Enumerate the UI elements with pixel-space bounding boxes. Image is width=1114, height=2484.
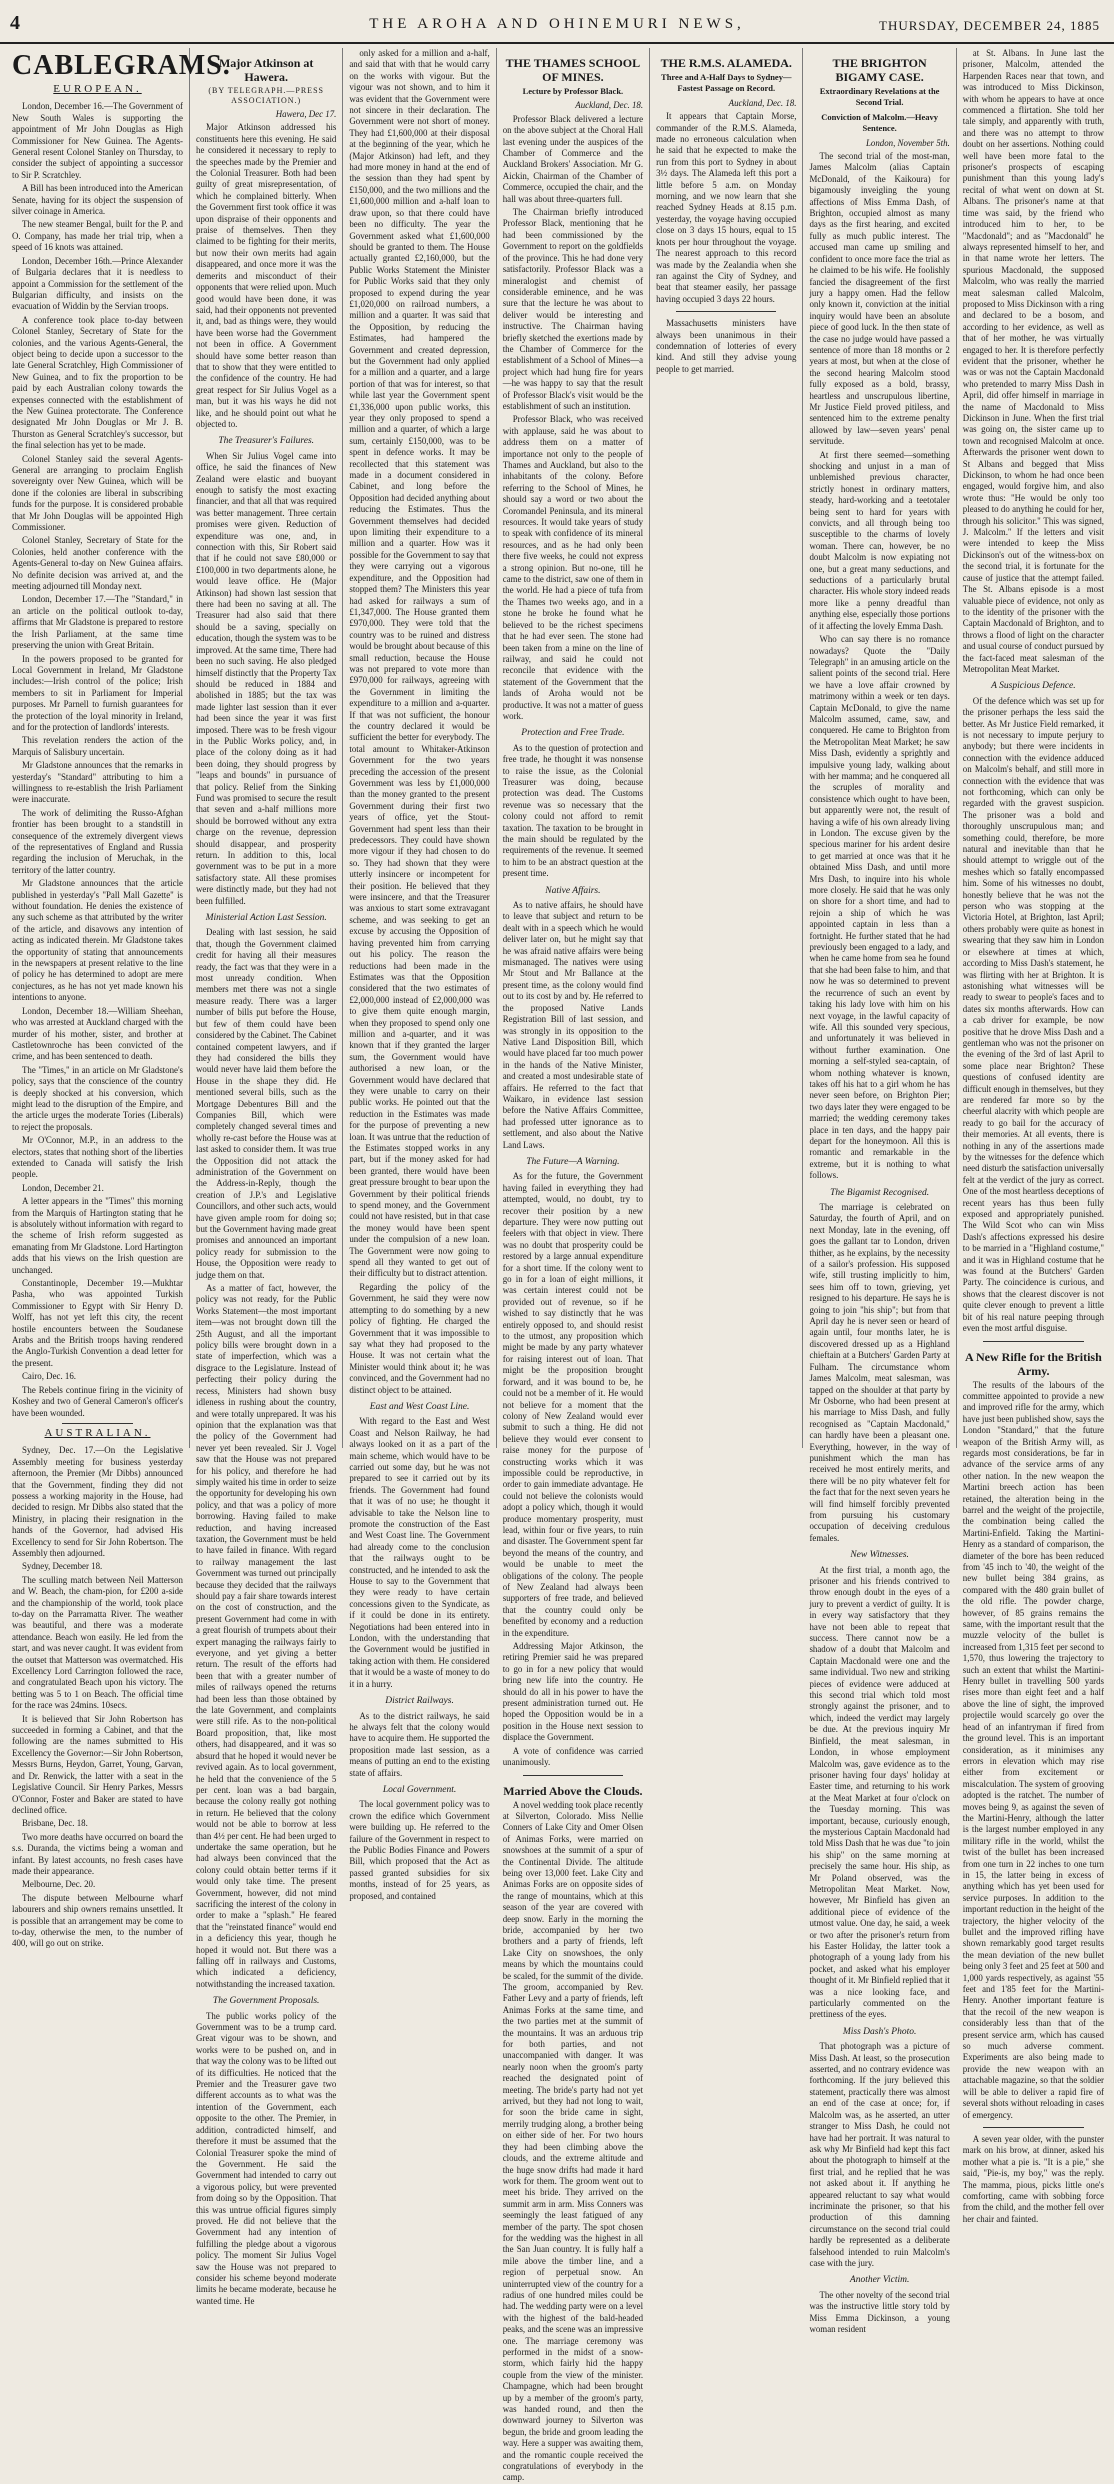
article-body [349, 1799, 489, 1902]
page-number: 4 [10, 12, 20, 34]
paragraph: Colonel Stanley, Secretary of State for the Colonies, held another conference with the Agents-General to-day on New Guinea affairs. No definite decision was arrived at, and the meeting adjourned till Monday next. [12, 535, 183, 592]
article-body [656, 111, 796, 305]
paragraph: Dealing with last session, he said that, though the Government claimed credit for having all their measures ready, the fact was that they were in a most unready condition. When members met there was not a single measure ready. There was a larger number of bills put before the House, but few of them could have been considered by the Cabinet. The Cabinet contained competent lawyers, and if they had considered the bills they would never have laid them before the House in the shape they did. He mentioned several bills, such as the Mortgage Debentures Bill and the Companies Bill, which were completely changed several times and wholly re-cast before the House was at last asked to consider them. It was true the Opposition did not attack the administration of the Government on the Address-in-Reply, though the creation of J.P.'s and Legislative Councillors, and other such acts, would have given ample room for doing so; but the Government having made great promises and announced an important policy ready for submission to the House, the Opposition were ready to judge them on that. [196, 927, 337, 1280]
article-body [809, 1202, 949, 1544]
paragraph: The public works policy of the Government was to be a trump card. Great vigour was to be shown, and works were to be pushed on, and in that way the colony was to be lifted out of its difficulties. He noticed that the Premier and the Treasurer gave two different accounts as to what was the intention of the Government, each opposite to the other. The Premier, in addition, contradicted himself, and therefore it must be assumed that the Colonial Treasurer spoke the mind of the Government. He said the Government had intended to carry out a vigorous policy, but were prevented from doing so by the Opposition. That this was untrue official figures simply proved. He did not believe that the Government had any intention of fulfilling the pledge about a vigorous policy. The moment Sir Julius Vogel saw the House was not prepared to consider his scheme beyond moderate limits he became moderate, because he wanted time. He [196, 2010, 337, 2306]
subheading: New Witnesses. [850, 1550, 909, 1561]
paragraph: The new steamer Bengal, built for the P. and O. Company, has made her trial trip, when a speed of 16 knots was attained. [12, 219, 183, 253]
article-body [809, 151, 949, 1182]
cablegrams-heading: CABLEGRAMS. [12, 50, 231, 81]
column-7 [957, 48, 1110, 2224]
filler-paragraph: A seven year older, with the punster mark on his brow, at dinner, asked his mother what a pie is. "It is a pie," she said, "Pie-is, my boy," was the reply. The mamma, pious, picks little one's comforting, came with sobbing force from the child, and the mother fell over her chair and fainted. [962, 2133, 1104, 2224]
article-body [503, 114, 643, 723]
paragraph: Cairo, Dec. 16. [22, 1371, 76, 1382]
paragraph: The dispute between Melbourne wharf labourers and ship owners remains unsettled. It is possible that an arrangement may be come to to-day, otherwise the men, to the number of 400, will go out on strike. [12, 1892, 183, 1949]
article-body [503, 1171, 643, 1768]
paragraph: Mr O'Connor, M.P., in an address to the electors, states that nothing short of the liberties extended to Canada will satisfy the Irish people. [12, 1135, 183, 1180]
article-body [503, 1800, 643, 2484]
article-body [963, 48, 1104, 675]
column-1 [6, 48, 231, 1949]
article-body [196, 927, 336, 1990]
column-5 [650, 48, 803, 1448]
paragraph: The work of delimiting the Russo-Afghan frontier has been brought to a standstill in consequence of the extremely divergent views of the representatives of England and Russia regarding the inclusion of Meruchak, in the territory of the latter country. [12, 807, 183, 875]
paragraph: Constantinople, December 19.—Mukhtar Pasha, who was appointed Turkish Commissioner to Egypt with Sir Henry D. Wolff, has not yet left this city, the recent hostile encounters between the Soudanese Arabs and the British troops having rendered the Anglo-Turkish Convention a dead letter for the present. [12, 1278, 183, 1368]
australian-cables [12, 1445, 183, 1949]
subheading: The Bigamist Recognised. [830, 1187, 930, 1198]
article-body [196, 2011, 336, 2308]
subheading: Another Victim. [849, 2275, 910, 2286]
article-heading: Married Above the Clouds. [503, 1783, 643, 1798]
subheading: Protection and Free Trade. [521, 728, 625, 739]
masthead [0, 8, 1114, 44]
paragraph: Major Atkinson addressed his constituents here this evening. He said he considered it necessary to reply to the speeches made by the Premier and the Colonial Treasurer. Both had been guilty of great misrepresentation, of which he complained bitterly. When the Government first took office it was upon dispraise of their opponents and praise of themselves. Then they claimed to be fighting for their merits, but now their own merits had again disappeared, and once more it was the demerits and misconduct of their opponents that were relied upon. Much good would have been done, it was said, had their opponents not prevented it, and, bad as things were, they would have been worse had the Government not been in office. A Government should have some better reason than that to show that they were entitled to the confidence of the country. He had great respect for Sir Julius Vogel as a man, but it was his ways he did not like, and he should point out what he objected to. [196, 122, 337, 429]
article-body [809, 1565, 949, 2021]
subheading: The Government Proposals. [212, 1996, 320, 2007]
issue-date: THURSDAY, DECEMBER 24, 1885 [879, 18, 1100, 33]
divider [983, 2127, 1084, 2128]
paragraph: A Bill has been introduced into the American Senate, having for its object the suspension of silver coinage in America. [12, 183, 183, 217]
paragraph: When Sir Julius Vogel came into office, he said the finances of New Zealand were elastic and buoyant enough to satisfy the most exacting financier, and that all that was required was better management. Three certain promises were given. Reduction of expenditure was one, and, in connection with this, Sir Robert said that if he could not save £80,000 or £100,000 in two departments alone, he would leave office. He (Major Atkinson) had shown last session that there had been no saving at all. The Treasurer had also said that there should be a saving, specially on education, though the system was to be improved. At the same time, There had been no such saving. He also pledged himself distinctly that the Property Tax should be reduced in 1884 and abolished in 1885; but the tax was made lighter last session than it ever had been since the year it was first imposed. There was to be fresh vigour in the Public Works policy, and, in place of the colony doing as it had been doing, they should progress by "leaps and bounds" in pursuance of that policy. Relief from the Sinking Fund was promised to secure the result that seven and a-half millions more should be borrowed without any extra charge on the revenue, depression should disappear, and prosperity return. In addition to this, local government was to be put in a more satisfactory state. All these promises were distinctly made, but they had not been fulfilled. [196, 450, 337, 906]
subheading: East and West Coast Line. [369, 1401, 470, 1412]
paragraph: Melbourne, Dec. 20. [22, 1879, 96, 1890]
paragraph: at St. Albans. In June last the prisoner, Malcolm, attended the Harpenden Races near that town, and was introduced to Miss Dickinson, with whom he appears to have at once commenced a flirtation. She told her tale simply, and apparently with truth, and there was no attempt to throw doubt on her assertions. Nothing could well have been more fatal to the prisoner's prospects of escaping punishment than this young lady's recital of what went on down at St. Albans. The prisoner's name at that time was said, by the friend who introduced him to her, to be "Macdonald"; and as "Macdonald" he always represented himself to her, and in that name wrote her letters. The spurious Macdonald, the supposed Malcolm, who was really the married meat salesman called Malcolm, proposed to Miss Dickinson with a ring and declared to be a bosom, and according to her evidence, as well as that of her mother, he was virtually engaged to her. It is therefore perfectly evident that the prisoner, whether he was or was not the Captain Macdonald who pretended to marry Miss Dash in April, did offer himself in marriage in the name of Macdonald to Miss Dickinson in June. When the first trial was going on, the sister came up to town and recognised Malcolm at once. Afterwards the prisoner went down to St Albans and begged that Miss Dickinson, to whom he had once been engaged, would forgive him, and also wrote thus: "He would be only too pleased to do anything he could for her, through his solicitor." This was signed, J. Malcolm." If the letters and visit were intended to keep the Miss Dickinson's out of the witness-box on the second trial, it is fortunate for the cause of justice that the attempt failed. The St. Albans episode is a most valuable piece of evidence, not only as to the identity of the prisoner with the Captain Macdonald of Brighton, and to throws a flood of light on the character and usual course of conduct pursued by the fact-faced meat salesman of the Metropolitan Meat Market. [962, 48, 1104, 674]
article-body [349, 48, 489, 1396]
article-body [503, 900, 643, 1151]
european-cables [12, 101, 183, 1419]
paragraph: London, December 18.—William Sheehan, who was arrested at Auckland charged with the murder of his mother, sister, and brother at Castletownroche has been convicted of the crime, and has been sentenced to death. [12, 1005, 183, 1062]
paragraph: The results of the labours of the committee appointed to provide a new and improved rifle for the army, which have just been published show, says the London "Standard," that the future weapon of the British Army will, as regards most considerations, be far in advance of the service arms of any other nation. In the new weapon the Martini breech action has been retained, the alteration being in the barrel and the weight of the projectile, the combination being called the Martini-Enfield. Taking the Martini-Henry as a standard of comparison, the diameter of the bore has been reduced from '45 inch to '40, the weight of the new bullet being 384 grains, as compared with the 480 grain bullet of the old rifle. The powder charge, however, of 85 grains remains the same, with the important result that the muzzle velocity of the bullet is increased from 1,315 feet per second to 1,570, thus lowering the trajectory to such an extent that whilst the Martini-Henry bullet in travelling 500 yards rises more than eight feet and a half above the line of sight, the improved projectile would scarcely go over the head of an infantryman if fired from the ground level. This is an important consideration, as it minimises any errors in elevation which may rise either from excitement or miscalculation. The system of grooving adopted is the ratchet. The number of moves being 9, as against the seven of the Martini-Henry, although the latter is the largest number employed in any military rifle in the world, whilst the twist of the bullet has been increased from one turn in 22 inches to one turn in 15, the latter being in excess of anything which has yet been used for service purposes. In addition to the important reduction in the height of the trajectory, the higher velocity of the bullet and the improved rifling have shown remarkably good target results the mean deviation of the new bullet being only 3 feet and 25 feet at 500 and 1,000 yards respectively, as against '55 feet and 1'85 feet for the Martini-Henry. Another important feature is that the recoil of the new weapon is considerably less than that of the present service arm, which has caused so much adverse comment. Experiments are also being made to provide the new weapon with an attachable magazine, so that the soldier will be able to deliver a rapid fire of several shots without reloading in cases of emergency. [962, 1379, 1104, 2120]
paragraph: only asked for a million and a-half, and said that with that he would carry on the works with vigour. But the vigour was not shown, and to him it was evident that the Government were not sincere in their declaration. The Government were not short of money. They had £1,600,000 at their disposal at the beginning of the year, which he (Major Atkinson) had left, and they had more money in hand at the end of the session than they had spent by £150,000, and the two millions and the £1,600,000 million and a-half loan to draw upon, so that there could have been no difficulty. The year the Government asked what £1,600,000 should be granted to them. The House actually granted £2,160,000, but the Public Works Statement the Minister for Public Works said that they only proposed to expend during the year £1,020,000 on railroad numbers, a million and a quarter. It was said that the Opposition, by reducing the Estimates, had hampered the Government and created depression, but the Government had only applied for a million and a quarter, and a large portion of that was for interest, so that while last year the Government spent £1,336,000 upon public works, this year they only proposed to spend a million and a quarter, of which a large sum, certainly £150,000, was to be spent in defence works. It may be recollected that this statement was made in a document considered in Cabinet, and long before the Opposition had decided anything about reducing the Estimates. Thus the Government themselves had decided upon limiting their expenditure to a million and a quarter. How was it possible for the Government to say that they were carrying out a vigorous expenditure, and the Opposition had stopped them? The Ministers this year had asked for railways a sum of £1,347,000. The House granted them £970,000. They were told that the country was to be ruined and distress would be brought about because of this small reduction, because the House was not prepared to vote more than £970,000 for railways, agreeing with the Government in limiting the expenditure to a million and a-quarter. If that was not sufficient, the honour the country declared it would be sufficient the better for everybody. The total amount to Whitaker-Atkinson Government for the two years preceding the accession of the present Government was less by £1,000,000 than the money granted to the present Government during their first two years of office, yet the Stout-Government had spent less than their predecessors. They could have shown more vigour if they had chosen to do so. They had shown that they were utterly insincere or incompetent for their position. He believed that they were insincere, and that the Treasurer was anxious to start some extravagant scheme, and was seeking to get an excuse by accusing the Opposition of having prevented him from carrying out his policy. The reason the reductions had been made in the Estimates was that the Opposition considered that the two estimates of £2,000,000 instead of £2,000,000 was to give them quite enough margin, when they proposed to spend only one million and a-quarter, and it was known that if they granted the larger sum, the Government would have authorised a new loan, or the Government would have declared that they were unable to carry on their public works. He pointed out that the reduction in the Estimates was made for the purpose of preventing a new loan. It was untrue that the reduction of the Estimates stopped works in any part, but if the money asked for had been granted, there would have been great pressure brought to bear upon the Government by their political friends to spend money, and the Government could not have resisted, but in that case the money would have been spent under the compulsion of a new loan. The Government were now going to spend all they wanted to get out of their difficulty but to distract attention. [349, 48, 490, 1279]
article-subheading: Three and A-Half Days to Sydney—Fastest Passage on Record. [661, 72, 792, 94]
article-heading: THE R.M.S. ALAMEDA. [660, 56, 792, 70]
paragraph: A novel wedding took place recently at Silverton, Colorado. Miss Nellie Conners of Lake City and Omer Olsen of Animas Forks, were married on snowshoes at the summit of a spur of the Continental Divide. The altitude being over 13,000 feet. Lake City and Animas Forks are on opposite sides of the range of mountains, which at this season of the year are covered with deep snow. Early in the morning the bride, accompanied by her two brothers and a party of friends, left Lake City on snowshoes, the only means by which the mountains could be scaled, for the summit of the divide. The groom, accompanied by Rev. Father Levy and a party of friends, left Animas Forks at the same time, and the two parties met at the summit of the mountains. It was an arduous trip for both parties, and not unaccompanied with danger. It was nearly noon when the groom's party reached the designated point of meeting. The bride's party had not yet arrived, but they had not long to wait, for soon the bride came in sight, merrily trudging along, a brother being on either side of her. For two hours they had been climbing above the clouds, and the extreme altitude and the huge snow drifts had made it hard work for them. The groom went out to meet his bride. They arrived on the summit arm in arm. Miss Conners was seemingly the least fatigued of any member of the party. The spot chosen for the wedding was the highest in all the San Juan country. It is fully half a mile above the timber line, and a region of perpetual snow. An uninterrupted view of the country for a radius of one hundred miles could be had. The wedding party were on a level with the highest of the bald-headed peaks, and the scene was an impressive one. The marriage ceremony was performed in the midst of a snow-storm, which fairly hid the happy couple from the view of the minister. Champagne, which had been brought up by a member of the groom's party, was handed round, and then the downward journey to Silverton was begun, the bride and groom leading the way. Here a supper was awaiting them, and the romantic couple received the congratulations of everybody in the camp. [502, 1799, 644, 2483]
paragraph: Two more deaths have occurred on board the s.s. Duranda, the victims being a woman and infant. By latest accounts, no fresh cases have made their appearance. [12, 1831, 183, 1876]
paragraph: London, December 16th.—Prince Alexander of Bulgaria declares that it is needless to appoint a Commission for the settlement of the Bulgarian difficulty, and insists on the evacuation of Widdin by the Servian troops. [12, 255, 183, 312]
article-heading: THE THAMES SCHOOL OF MINES. [505, 56, 641, 84]
article-dateline: Auckland, Dec. 18. [728, 97, 797, 108]
article-heading: A New Rifle for the British Army. [965, 1349, 1102, 1378]
divider [983, 1341, 1084, 1342]
paragraph: The local government policy was to crown the edifice which Government were building up. He referred to the failure of the Government in respect to the Public Bodies Finance and Powers Bill, which proposed that the Act as passed granted subsidies for six months, instead of for 25 years, as proposed, and contained [349, 1799, 490, 1901]
paragraph: The second trial of the most-man, James Malcolm (alias Captain McDonald, of the Kaikoura) for bigamously inveigling the young affections of Miss Emma Dash, of Brighton, occupied almost as many days as the first hearing, and excited fully as much public interest. The accused man came up smiling and confident to once more face the trial as he claimed to be his wife. He foolishly fancied the disagreement of the first jury a happy omen. Had the fellow only known it, conviction at the initial inquiry would have been an absolute piece of good luck. In the then state of the case no judge would have passed a sentence of more than 18 months or 2 years at most, but when at the close of the second hearing Malcolm stood fully exposed as a bold, brassy, heartless and unscrupulous libertine, Mr Justice Field proved pitiless, and sentenced him to the extreme penalty allowed by law—seven years' penal servitude. [809, 151, 950, 447]
paragraph: London, December 21. [22, 1182, 104, 1193]
paragraph: It is believed that Sir John Robertson has succeeded in forming a Cabinet, and that the following are the names submitted to His Excellency the Governor:—Sir John Robertson, Messrs Burns, Heydon, Garret, Young, Garvan, and Dr. Renwick, the latter with a seat in the Legislative Council. Sir Henry Parkes, Messrs O'Connor, Foster and Baker are stated to have declined office. [12, 1713, 183, 1815]
paragraph: Colonel Stanley said the several Agents-General are arranging to proclaim English sovereignty over New Guinea, which will be done if the colonies are liberal in subscribing funds for the purpose. It is considered probable that Mr John Douglas will be appointed High Commissioner. [12, 453, 183, 533]
divider [62, 1423, 133, 1424]
article-body [349, 1711, 489, 1779]
article-dateline: Auckland, Dec. 18. [575, 100, 644, 111]
paragraph: Mr Gladstone announces that the article published in yesterday's "Pall Mall Gazette" is without foundation. He denies the existence of any such scheme as that attributed by the writer of the article, and disavows any intention of acting as indicated therein. Mr Gladstone takes the opportunity of stating that announcements in the newspapers at present relative to the line of policy he has determined to adopt are mere conjectures, as he has not yet made known his intentions to anyone. [12, 878, 183, 1003]
paragraph: Regarding the policy of the Government, he said they were now attempting to do something by a new policy of fighting. He charged the Government that it was impossible to say what they had proposed to the House. It was not certain what the Minister would think about it; he was convinced, and the Government had no distinct object to be attained. [349, 1281, 490, 1395]
article-body [196, 451, 336, 907]
subheading: Native Affairs. [545, 885, 601, 896]
european-section-heading: EUROPEAN. [53, 83, 142, 95]
columns [6, 48, 1110, 2483]
paragraph: As to native affairs, he should have to leave that subject and return to be dealt with in a speech which he would deliver later on, but he might say that he was afraid native affairs were being mismanaged. The natives were using Mr Stout and Mr Ballance at the present time, as the colony would find out to its cost by and by. He referred to the proposed Native Lands Registration Bill of last session, and was strongly in its opposition to the Native Land Disposition Bill, which would have placed far too much power in the hands of the Native Minister, and created a most undesirable state of affairs. He referred to the fact that Waikaro, in evidence last session before the Native Affairs Committee, had professed utter ignorance as to settlement, and also about the Native Land Laws. [502, 900, 644, 1150]
column-6 [803, 48, 956, 2334]
paragraph: The Chairman briefly introduced Professor Black, mentioning that he had been commissioned by the Government to report on the goldfields of the province. This he had done very satisfactorily. Professor Black was a mineralogist and chemist of considerable eminence, and he was sure that the lecture he was about to deliver would be interesting and instructive. The Chairman having briefly sketched the exertions made by the Chamber of Commerce for the establishment of a School of Mines—a project which had hung fire for years—he was happy to say that the result of Professor Black's visit would be the establishment of such an institution. [502, 207, 644, 411]
paragraph: As to the district railways, he said he always felt that the colony would have to acquire them. He supported the proposition made last session, as a means of putting an end to the existing state of affairs. [349, 1710, 490, 1778]
article-heading: THE BRIGHTON BIGAMY CASE. [832, 56, 927, 84]
paragraph: As a matter of fact, however, the policy was not ready, for the Public Works Statement—the most important item—was not brought down till the 25th August, and all the important policy bills were brought down in a state of imperfection, which was a disgrace to the Legislature. Instead of perfecting their policy during the recess, Ministers had shown busy idleness in rushing about the country, and were totally unprepared. It was his opinion that the explanation was that the policy of the Government had never yet been revealed. Sir J. Vogel saw that the House was not prepared for his policy, and therefore he had simply waited his time in order to seize the opportunity for developing his own policy, and that was a policy of more borrowing. Having failed to make reduction, and having increased taxation, the Government must be held to have failed in finance. With regard to railway management the last Government was turned out principally because they decided that the railways should pay a fair share towards interest on the cost of construction, and the present Government had come in with a great flourish of trumpets about their expert managing the railways fairly to everyone, and yet giving a better return. The result of the efforts had been that with a greater number of miles of railways opened the returns had been less than those obtained by the late Government, and complaints were still rife. As to the non-political Board proposition, that, like most others, had disappeared, and it was so absurd that he hoped it would never be revived again. As to local government, he held that the convenience of the 5 per cent. loan was a bad bargain, because the colony really got nothing in return. He believed that the colony would not be able to borrow at less than 4½ per cent. He had been urged to undertake the same operation, but he had always been convinced that the colony could obtain better terms if it would only take time. The present Government, however, did not mind sacrificing the interest of the colony in order to make a "splash." He feared that the "reinstated finance" would end in a deficiency this year, though he hoped it would not. But there was a falling off in railways and Customs, which indicated a deficiency, notwithstanding the increased taxation. [196, 1283, 337, 1989]
paragraph: As to the question of protection and free trade, he thought it was nonsense to raise the issue, as the Colonial Treasurer was doing, because protection was dead. The Customs revenue was so necessary that the colony could not afford to remit taxation. The taxation to be brought in the main should be regulated by the requirements of the revenue. It seemed to him to be an abstract question at the present time. [502, 742, 644, 879]
subheading: Miss Dash's Photo. [842, 2026, 917, 2037]
paragraph: A vote of confidence was carried unanimously. [502, 1745, 644, 1768]
article-body [809, 2041, 949, 2269]
subheading: The Treasurer's Failures. [218, 436, 315, 447]
paragraph: The other novelty of the second trial was the instructive little story told by Miss Emma Dickinson, a young woman resident [809, 2289, 950, 2334]
column-3 [343, 48, 496, 1901]
paragraph: Sydney, December 18. [22, 1561, 103, 1572]
australian-section-heading: AUSTRALIAN. [44, 1426, 151, 1439]
paragraph: Professor Black delivered a lecture on the above subject at the Choral Hall last evening under the auspices of the Chamber of Commerce and the Auckland Brokers' Association. Mr G. Aickin, Chairman of the Chamber of Commerce, occupied the chair, and the hall was about three-quarters full. [502, 113, 644, 204]
subheading: District Railways. [385, 1696, 454, 1707]
paragraph: With regard to the East and West Coast and Nelson Railway, he had always looked on it as a part of the main scheme, which would have to be carried out some day, but he was not prepared to see it carried out by its friends. The Government had found that it was of no use; he thought it advisable to take the Nelson line to promote the construction of the East and West Coast line. The Government had already come to the conclusion that the railways ought to be constructed, and he intended to ask the House to say to the Government that they were ready to have certain concessions given to the Syndicate, as if it could be done in its entirety. Negotiations had been entered into in London, with the understanding that the Government would be justified in taking action with them. He considered that it would be a waste of money to do it in a hurry. [349, 1416, 490, 1689]
article-body [349, 1416, 489, 1690]
paragraph: That photograph was a picture of Miss Dash. At least, so the prosecution asserted, and no contrary evidence was forthcoming. If the jury believed this statement, practically there was almost an end of the case at once; for, if Malcolm was, as he asserted, an utter stranger to Miss Dash, he could not have had her portrait. It was natural to ask why Mr Binfield had kept this fact about the photograph to himself at the first trial, and he replied that he was not asked about it. If anything he appeared reluctant to say what would incriminate the prisoner, so that his production of this damning circumstance on the second trial could hardly be represented as a deliberate falsehood intended to ruin Malcolm's case with the jury. [809, 2041, 950, 2268]
article-body [963, 696, 1104, 1335]
newspaper-title: THE AROHA AND OHINEMURI NEWS, [369, 16, 745, 32]
paragraph: Of the defence which was set up for the prisoner perhaps the less said the better. As Mr Justice Field remarked, it is not necessary to impute perjury to anybody; but there were incidents in connection with the evidence adduced on Malcolm's behalf, and still more in connection with the evidence that was not forthcoming, which can only be regarded with the gravest suspicion. The prisoner was a bold and thoroughly unscrupulous man; and something could, therefore, be more natural and inevitable than that he should attempt to wriggle out of the meshes which so fatally encompassed him. Some of his witnesses no doubt, honestly believe that he was not the person who was stopping at the Victoria Hotel, at Brighton, last April; others probably were quite as honest in swearing that they saw him in London or elsewhere at times at which, according to Miss Dash's statement, he was flirting with her at Brighton. It is astonishing what witnesses will be ready to swear to people's faces and to dates six months afterwards. How can a cab driver for example, be now positive that he drove Miss Dash and a gentleman who was not the prisoner on the evening of the 3rd of last April to some place near Brighton? These questions of confused identity are difficult enough in themselves, but they are rendered far more so by the cheerful alacrity with which people are ready to go bail for the accuracy of their memories. At all events, there is nothing in any of the assertions made by the witnesses for the defence which need disturb the satisfaction universally felt at the verdict of the jury as correct. One of the most heartless deceptions of recent years has thus been fully exposed and appropriately punished. The Wild Scot who can win Miss Dash's affections expressed his desire to be married in a "Highland costume," and it was in Highland costume that he was found at the Butchers' Garden Party. The coincidence is curious, and shows that the clearest discover is not quite clever enough to prevent a little bit of his real nature peeping through even the most artful disguise. [962, 695, 1104, 1334]
paragraph: A conference took place to-day between Colonel Stanley, Secretary of State for the colonies, and the various Agents-General, the object being to decide upon a successor to the late General Scratchley, High Commissioner of New Guinea, and to fix the proportion to be paid by each Australian colony towards the expenses connected with the establishment of the New Guinea protectorate. The Conference designated Mr John Douglas or Mr J. B. Thurston as General Scratchley's successor, but the final selection has yet to be made. [12, 314, 183, 451]
subheading: The Future—A Warning. [526, 1156, 620, 1167]
subheading: A Suspicious Defence. [991, 681, 1076, 692]
filler-paragraph: Massachusetts ministers have always been unanimous in their condemnation of lotteries of every kind. And still they advise young people to get married. [656, 318, 797, 374]
article-heading: Major Atkinson at Hawera. [218, 56, 314, 84]
paragraph: Mr Gladstone announces that the remarks in yesterday's "Standard" attributing to him a willingness to re-establish the Irish Parliament were inaccurate. [12, 760, 183, 805]
paragraph: The Rebels continue firing in the vicinity of Koshey and two of General Cameron's officer's have been wounded. [12, 1384, 183, 1418]
article-subheading: Extraordinary Revelations at the Second Trial. [819, 86, 940, 108]
article-subheading: Conviction of Malcolm.—Heavy Sentence. [821, 111, 939, 134]
subheading: Ministerial Action Last Session. [205, 913, 327, 924]
paragraph: The marriage is celebrated on Saturday, the fourth of April, and on next Monday, late in the evening, off goes the gallant tar to London, driven thither, as he explains, by the necessity of a sailor's profession. His supposed wife, still trusting implicitly to him, sees him off to town, grieving, yet resigned to his departure. He says he is going to join "his ship"; but from that April day he is never seen or heard of again until, four months later, he is discovered dressed up as a Highland chieftain at a Butchers' Garden Party at Fulham. The circumstance whom James Malcolm, meat salesman, was tapped on the shoulder at that party by Mr Osborne, who had been present at his marriage to Miss Dash, and fully recognised as "Captain Macdonald," can hardly have been a pleasant one. Everything, however, in the way of punishment which the man has received he most entirely merits, and there will be no pity whatever felt for the fact that for the next seven years he will find himself forcibly prevented from pursuing his customary occupation of deceiving credulous females. [809, 1202, 950, 1543]
article-byline: (BY TELEGRAPH.—PRESS ASSOCIATION.) [208, 86, 324, 105]
article-dateline: London, November 5th. [865, 137, 950, 148]
paragraph: The "Times," in an article on Mr Gladstone's policy, says that the conscience of the country is deeply shocked at his conversion, which might lead to the disruption of the Empire, and the article urges the moderate Tories (Liberals) to reject the proposals. [12, 1064, 183, 1132]
paragraph: This revelation renders the action of the Marquis of Salisbury uncertain. [12, 735, 183, 757]
article-body [809, 2290, 949, 2336]
divider [523, 1775, 623, 1776]
paragraph: Sydney, Dec. 17.—On the Legislative Assembly meeting for business yesterday afternoon, the Premier (Mr Dibbs) announced that the Government, finding they did not possess a working majority in the House, had decided to resign. Mr Dibbs also stated that the Ministry, in placing their resignation in the hands of the Governor, had advised His Excellency to send for Sir John Robertson. The Assembly then adjourned. [12, 1445, 183, 1558]
paragraph: London, December 16.—The Government of New South Wales is supporting the appointment of Mr John Douglas as High Commissioner for New Guinea. The Agents-General resent Colonel Stanley on Thursday, to consider the subject of appointing a successor to Sir P. Scratchley. [12, 101, 183, 180]
paragraph: It appears that Captain Morse, commander of the R.M.S. Alameda, made no erroneous calculation when he said that he expected to make the run from this port to Sydney in about 3½ days. The Alameda left this port a little before 5 a.m. on Monday morning, and we now learn that she reached Sydney Heads at 8.15 p.m. yesterday, the voyage having occupied close on 3 days 15 hours, equal to 15 knots per hour throughout the voyage. The nearest approach to this record was made by the Zealandia when she ran against the City of Sydney, and beat that steamer easily, her passage having occupied 3 days 22 hours. [656, 111, 797, 304]
article-subheading: Lecture by Professor Black. [522, 86, 624, 96]
paragraph: Who can say there is no romance nowadays? Quote the "Daily Telegraph" in an amusing article on the salient points of the second trial. Here we have a love affair crowned by matrimony within a week or ten days. Captain McDonald, to give the name Malcolm assumed, came, saw, and conquered. He came to Brighton from the Metropolitan Meat Market; he saw Miss Dash, evidently a sprightly and impulsive young lady, walking about with her mamma; and he conquered all the scruples of morality and consistence which ought to have been, but apparently were not, the result of having a wife of his own already living in London. The excuse given by the specious mariner for his ardent desire to get married at once was that it he obtained Miss Dash, and until more Mrs Dash, to inquire into his whole more closely. He said that he was only on shore for a short time, and had to rejoin a ship of which he was appointed captain in less than a fortnight. He further stated that he had previously been engaged to a lady, and when he came home from sea he found that she had been false to him, and that now he was so determined to prevent the recurrence of such an event by taking his lady love with him on his next voyage, in the lawful capacity of wife. All this sounded very specious, and unfortunately it was believed in without further examination. One morning a self-styled sea-captain, of whom nothing whatever is known, takes off his hat to a girl whom he has never seen before, on Brighton Pier; two days later they were engaged to be married; the wedding ceremony takes place in ten days, and the happy pair depart for the honeymoon. All this is romantic and remarkable in the extreme, but it is nothing to what follows. [809, 634, 950, 1181]
paragraph: In the powers proposed to be granted for Local Government in Ireland, Mr Gladstone includes:—Irish control of the police; Irish members to sit in Parliament for Imperial purposes. Mr Parnell to furnish guarantees for the protection of the loyal minority in Ireland, and for the protection of landlords' interests. [12, 653, 183, 732]
paragraph: London, December 17.—The "Standard," in an article on the political outlook to-day, affirms that Mr Gladstone is prepared to restore the Irish Parliament, at the same time preserving the union with Great Britain. [12, 594, 183, 651]
paragraph: At first there seemed—something shocking and unjust in a man of unblemished previous character, strictly honest in ordinary matters, steady, hard-working and a teetotaler being sent to hard for years with convicts, and all through being too susceptible to the charms of lovely woman. There can, however, be no doubt Malcolm is now expiating not one, but a great many seductions, and seductions of a particularly brutal character. His whole story indeed reads more like a penny dreadful than anything else, especially those portions of it affecting the lovely Emma Dash. [809, 449, 950, 631]
column-4 [497, 48, 650, 2483]
paragraph: Addressing Major Atkinson, the retiring Premier said he was prepared to go in for a new policy that would bring new life into the country. He should do all in his power to have the present administration turned out. He hoped the Opposition would be in a position in the House next session to displace the Government. [502, 1641, 644, 1743]
article-dateline: Hawera, Dec 17. [275, 109, 337, 119]
paragraph: At the first trial, a month ago, the prisoner and his friends contrived to throw enough doubt in the eyes of a jury to prevent a verdict of guilty. It is in every way satisfactory that they have not been able to repeat that success. There cannot now be a shadow of a doubt that Malcolm and Captain Macdonald were one and the same individual. Two new and striking pieces of evidence were adduced at this second trial which told most strongly against the prisoner, and to which, indeed the verdict may largely be due. At the previous inquiry Mr Binfield, the meat salesman, in London, in whose employment Malcolm was, gave evidence as to the prisoner having four days' holiday at Easter time, and returning to his work at the Meat Market at four o'clock on the Tuesday morning. This was important, because, curiously enough, the mysterious Captain Macdonald had told Miss Dash that he was due "to join his ship" on the same morning at precisely the same hour. His ship, as Mr Poland observed, was the Metropolitan Meat Market. Now, however, Mr Binfield has given an additional piece of evidence of the utmost value. One day, he said, a week or two after the prisoner's return from his Easter Holiday, the latter took a photograph of a young lady from his pocket, and asked what his employer thought of it. Mr Binfield replied that it was a nice looking face, and particularly commented on the prettiness of the eyes. [809, 1564, 950, 2020]
paragraph: Professor Black, who was received with applause, said he was about to address them on a matter of importance not only to the people of Thames and Auckland, but also to the inhabitants of the colony. Before referring to the School of Mines, he should say a word or two about the Coromandel Peninsula, and its mineral resources. It would take years of study to speak with confidence of its mineral resources, and as he had only been there five weeks, he could not express a strong opinion. But no-one, till he came to the district, saw one of them in the world. He had a piece of tufa from the Thames two weeks ago, and in a stone he broke he found what he believed to be the richest specimens that he had ever seen. The stone had been taken from a mine on the line of railway, and said he could not reconcile that evidence with the statement of the Government that the lands of Aroha would not be productive. It was not a matter of guess work. [502, 414, 644, 721]
paragraph: The sculling match between Neil Matterson and W. Beach, the cham-pion, for £200 a-side and the championship of the world, took place to-day on the Parramatta River. The weather was beautiful, and there was a moderate attendance. Beach won easily. He led from the start, and was never caught. It was evident from the outset that Matterson was overmatched. His Excellency Lord Carrington followed the race, and congratulated Beach upon his victory. The betting was 5 to 1 on Beach. The official time for the race was 24mins. 10secs. [12, 1574, 183, 1711]
column-2 [190, 48, 343, 2306]
paragraph: Brisbane, Dec. 18. [22, 1818, 88, 1829]
article-body [503, 743, 643, 880]
subheading: Local Government. [382, 1784, 457, 1795]
article-body [963, 1380, 1104, 2121]
article-body [196, 122, 336, 430]
paragraph: As for the future, the Government having failed in everything they had attempted, would, no doubt, try to recover their position by a new departure. They were now putting out feelers with that object in view. There was no doubt that prosperity could be restored by a large annual expenditure for a short time. If the colony went to go in for a loan of eight millions, it was certain interest could not be provided out of revenue, so if he wished to say distinctly that he was entirely opposed to, and should resist to the utmost, any proposition which might be made by any party whatever for raising interest out of loan. That might be the proposition brought forward, and it was bound to be, he could not be a member of it. He would not believe for a moment that the colony of New Zealand would ever submit to such a thing. He did not believe they would ever consent to raise money for the purpose of constructing works which it was impossible could be reproductive, in order to gain immediate advantage. He could not believe the colonists would adopt a policy which, though it would produce momentary prosperity, must lead, within four or five years, to ruin and disaster. The Government spent far beyond the means of the country, and would be unable to meet the obligations of the colony. The people of New Zealand had always been supporters of free trade, and believed that the country could only be benefited by economy and a reduction in the expenditure. [502, 1171, 644, 1638]
paragraph: A letter appears in the "Times" this morning from the Marquis of Hartington stating that he is absolutely without information with regard to the scheme of Irish reform suggested as emanating from Mr Gladstone. Lord Hartington adds that his views on the Irish question are unchanged. [12, 1196, 183, 1275]
divider [676, 311, 776, 312]
